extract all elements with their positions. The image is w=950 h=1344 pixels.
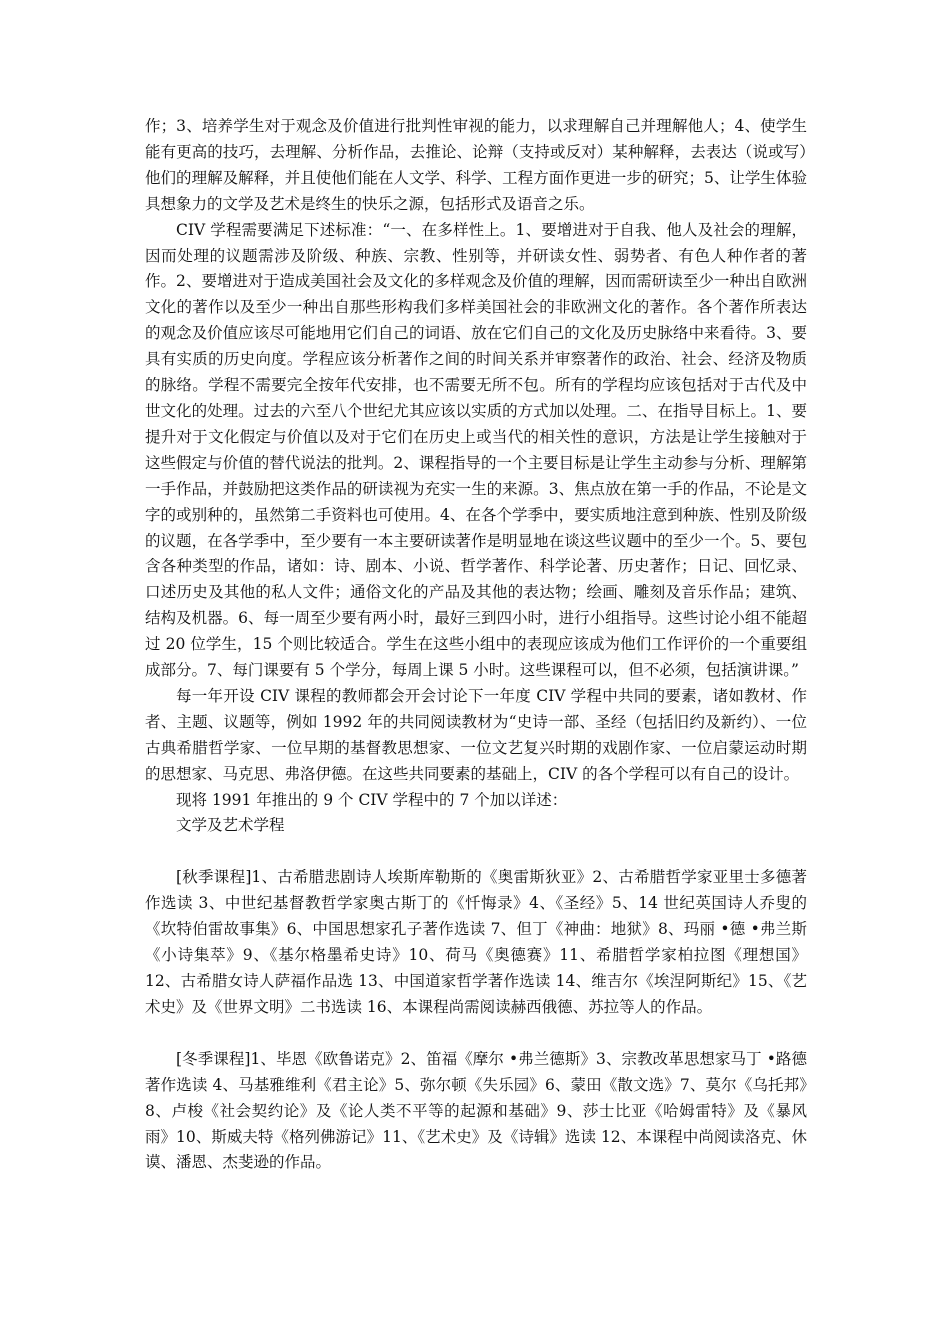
spacer [145,1021,807,1047]
paragraph-autumn-course: [秋季课程]1、古希腊悲剧诗人埃斯库勒斯的《奥雷斯狄亚》2、古希腊哲学家亚里士多德著作选读 3、中世纪基督教哲学家奥古斯丁的《忏悔录》4、《圣经》5、14 世纪英国诗人乔叟的《坎特伯雷故事集》6、中国思想家孔子著作选读 7、但丁《神曲：地狱》8、玛丽 •德 •弗兰斯《小诗集萃》9、《基尔格墨希史诗》10、荷马《奥德赛》11、希腊哲学家柏拉图《理想国》12、古希腊女诗人萨福作品选 13、中国道家哲学著作选读 14、维吉尔《埃涅阿斯纪》15、《艺术史》及《世界文明》二书选读 16、本课程尚需阅读赫西俄德、苏拉等人的作品。 [145,868,807,1016]
document-body [145,114,807,1176]
section-heading-literature-arts: 文学及艺术学程 [176,816,285,835]
paragraph-intro-programs: 现将 1991 年推出的 9 个 CIV 学程中的 7 个加以详述： [176,790,568,809]
paragraph-common-elements: 每一年开设 CIV 课程的教师都会开会讨论下一年度 CIV 学程中共同的要素，诸如教材、作者、主题、议题等，例如 1992 年的共同阅读教材为“史诗一部、圣经（包括旧约及新约）、一位古典希腊哲学家、一位早期的基督教思想家、一位文艺复兴时期的戏剧作家、一位启蒙运动时期的思想家、马克思、弗洛伊德。在这些共同要素的基础上，CIV 的各个学程可以有自己的设计。 [145,686,807,783]
paragraph-civ-standards: CIV 学程需要满足下述标准：“一、在多样性上。1、要增进对于自我、他人及社会的理解，因而处理的议题需涉及阶级、种族、宗教、性别等，并研读女性、弱势者、有色人种作者的著作。2、要增进对于造成美国社会及文化的多样观念及价值的理解，因而需研读至少一种出自欧洲文化的著作以及至少一种出自那些形构我们多样美国社会的非欧洲文化的著作。各个著作所表达的观念及价值应该尽可能地用它们自己的词语、放在它们自己的文化及历史脉络中来看待。3、要具有实质的历史向度。学程应该分析著作之间的时间关系并审察著作的政治、社会、经济及物质的脉络。学程不需要完全按年代安排，也不需要无所不包。所有的学程均应该包括对于古代及中世文化的处理。过去的六至八个世纪尤其应该以实质的方式加以处理。二、在指导目标上。1、要提升对于文化假定与价值以及对于它们在历史上或当代的相关性的意识，方法是让学生接触对于这些假定与价值的替代说法的批判。2、课程指导的一个主要目标是让学生主动参与分析、理解第一手作品，并鼓励把这类作品的研读视为充实一生的来源。3、焦点放在第一手的作品，不论是文字的或别种的，虽然第二手资料也可使用。4、在各个学季中，要实质地注意到种族、性别及阶级的议题，在各学季中，至少要有一本主要研读著作是明显地在谈这些议题中的至少一个。5、要包含各种类型的作品，诸如：诗、剧本、小说、哲学著作、科学论著、历史著作；日记、回忆录、口述历史及其他的私人文件；通俗文化的产品及其他的表达物；绘画、雕刻及音乐作品；建筑、结构及机器。6、每一周至少要有两小时，最好三到四小时，进行小组指导。这些讨论小组不能超过 20 位学生，15 个则比较适合。学生在这些小组中的表现应该成为他们工作评价的一个重要组成部分。7、每门课要有 5 个学分，每周上课 5 小时。这些课程可以，但不必须，包括演讲课。” [145,220,807,680]
paragraph-winter-course: [冬季课程]1、毕恩《欧鲁诺克》2、笛福《摩尔 •弗兰德斯》3、宗教改革思想家马丁 •路德著作选读 4、马基雅维利《君主论》5、弥尔顿《失乐园》6、蒙田《散文选》7、莫尔《乌托邦》8、卢梭《社会契约论》及《论人类不平等的起源和基础》9、莎士比亚《哈姆雷特》及《暴风雨》10、斯威夫特《格列佛游记》11、《艺术史》及《诗辑》选读 12、本课程中尚阅读洛克、休谟、潘恩、杰斐逊的作品。 [145,1049,807,1172]
spacer [145,839,807,865]
paragraph-goals-continued: 作；3、培养学生对于观念及价值进行批判性审视的能力，以求理解自己并理解他人；4、使学生能有更高的技巧，去理解、分析作品，去推论、论辩（支持或反对）某种解释，去表达（说或写）他们的理解及解释，并且使他们能在人文学、科学、工程方面作更进一步的研究；5、让学生体验具想象力的文学及艺术是终生的快乐之源，包括形式及语音之乐。 [145,117,807,213]
